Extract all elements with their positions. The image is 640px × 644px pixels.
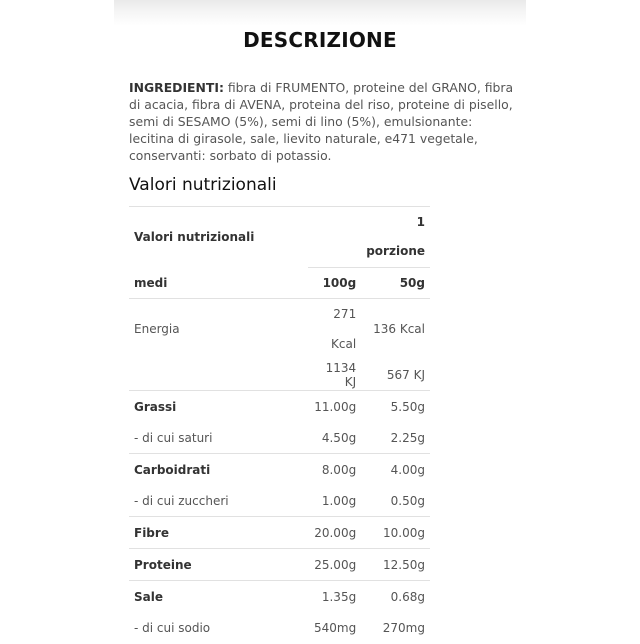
row-value-50g: 4.00g [361,454,430,486]
table-row [129,486,430,517]
row-value-50g: 270mg [382,621,425,635]
top-shade [114,0,526,26]
table-row-energy-kcal [129,299,430,360]
energy-kj-50: 567 KJ [386,367,425,382]
nutrition-table [129,206,430,644]
row-value-50g: 5.50g [361,391,430,423]
energy-kcal-100-value: 271 [333,307,357,322]
ingredients-label: INGREDIENTI: [129,80,224,95]
energy-label: Energia [129,299,308,360]
energy-kcal-50: 136 Kcal [361,299,430,360]
header-label: Valori nutrizionali [129,207,308,268]
table-row [129,581,430,613]
table-header-row [129,207,430,268]
energy-kcal-100 [308,299,361,360]
row-label: Sale [129,581,308,613]
nutrition-section-title: Valori nutrizionali [129,175,277,195]
energy-kcal-100-unit: Kcal [331,337,357,352]
row-value-50g: 12.50g [361,549,430,581]
portion-count: 1 [416,215,425,229]
energy-kj-100: 1134 KJ [325,360,357,389]
row-value-50g: 2.25g [390,430,425,445]
row-value-100g: 8.00g [308,454,361,486]
row-label: - di cui sodio [134,621,211,635]
ingredients-paragraph [129,79,519,164]
row-value-100g: 11.00g [308,391,361,423]
row-label: Fibre [129,517,308,549]
portion-header [361,207,430,268]
row-value-50g: 10.00g [361,517,430,549]
row-value-100g: 540mg [313,621,357,635]
row-label: - di cui zuccheri [134,493,229,508]
row-label: Proteine [129,549,308,581]
page-heading: DESCRIZIONE [243,28,397,52]
row-value-100g: 4.50g [321,430,357,445]
portion-label: porzione [366,244,425,258]
row-value-100g: 1.35g [308,581,361,613]
row-label: Grassi [129,391,308,423]
row-value-100g: 25.00g [308,549,361,581]
ingredients-text: fibra di FRUMENTO, proteine del GRANO, fibra di acacia, fibra di AVENA, proteina del riso, proteine di pisello, semi di SESAMO (5%), semi di lino (5%), emulsionante: lecitina di girasole, sale, lievito naturale, e471 vegetale, conservanti: sorbato di potassio. [129,80,514,163]
table-row [129,454,430,486]
row-label: Carboidrati [129,454,308,486]
row-value-100g: 20.00g [308,517,361,549]
row-value-100g: 1.00g [321,493,357,508]
row-value-50g: 0.50g [390,493,425,508]
table-row [129,517,430,549]
table-row [129,423,430,454]
col-50g-header: 50g [361,268,430,299]
row-label: - di cui saturi [134,430,213,445]
table-row [129,549,430,581]
table-row-medi [129,268,430,299]
table-row-energy-kj [129,360,430,391]
medi-label: medi [134,275,168,290]
table-row [129,391,430,423]
row-value-50g: 0.68g [361,581,430,613]
col-100g-header: 100g [308,268,361,299]
